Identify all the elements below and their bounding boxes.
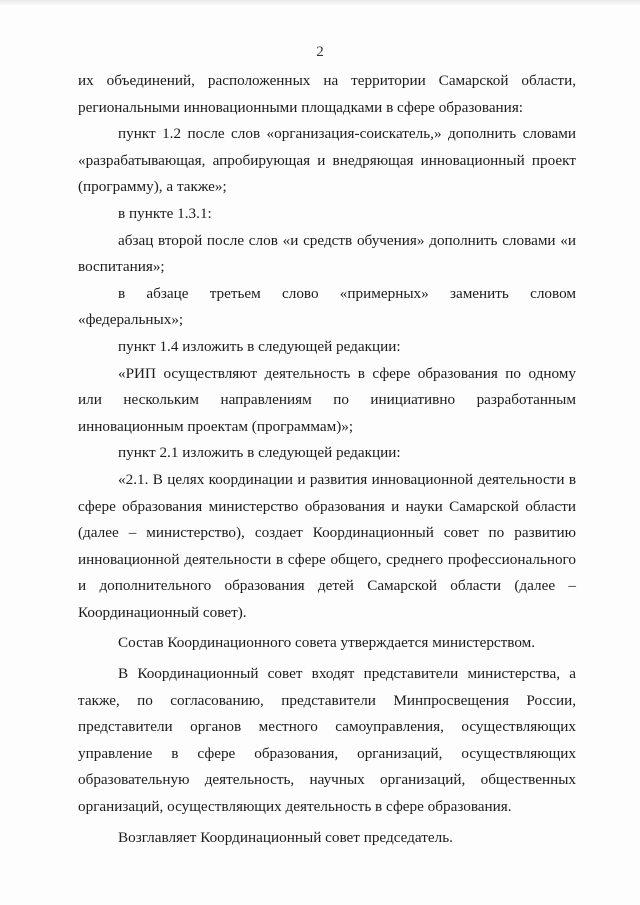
scan-edge <box>0 0 640 6</box>
document-body <box>78 68 576 851</box>
paragraph-council-composition: Состав Координационного совета утверждается министерством. <box>118 634 536 652</box>
paragraph-item-1-2: пункт 1.2 после слов «организация-соискатель,» дополнить словами «разрабатывающая, апробирующая и внедряющая инновационный проект (программу), а также»; <box>78 125 576 196</box>
paragraph-council-members: В Координационный совет входят представители министерства, а также, по согласованию, представители Минпросвещения России, представители органов местного самоуправления, осуществляющих управление в сфере образования, организаций, осуществляющих образовательную деятельность, научных организаций, общественных организаций, осуществляющих деятельность в сфере образования. <box>78 665 576 816</box>
paragraph-2-1-quote: «2.1. В целях координации и развития инновационной деятельности в сфере образования министерство образования и науки Самарской области (далее – министерство), создает Координационный совет по развитию инновационной деятельности в сфере общего, среднего профессионального и дополнительного образования детей Самарской области (далее – Координационный совет). <box>78 470 576 621</box>
paragraph-item-2-1: пункт 2.1 изложить в следующей редакции: <box>118 444 401 462</box>
paragraph-council-chair: Возглавляет Координационный совет председатель. <box>118 828 453 846</box>
paragraph-abzac-third: в абзаце третьем слово «примерных» заменить словом «федеральных»; <box>78 284 576 329</box>
paragraph-abzac-second: абзац второй после слов «и средств обучения» дополнить словами «и воспитания»; <box>78 231 576 276</box>
paragraph-rip-quote: «РИП осуществляют деятельность в сфере образования по одному или нескольким направлениям по инициативно разработанным инновационным проектам (программам)»; <box>78 364 576 435</box>
paragraph-item-1-3-1: в пункте 1.3.1: <box>118 204 212 222</box>
page-number: 2 <box>316 44 324 60</box>
paragraph-item-1-4: пункт 1.4 изложить в следующей редакции: <box>118 337 401 355</box>
paragraph-continuation: их объединений, расположенных на территории Самарской области, региональными инновационными площадками в сфере образования: <box>78 72 576 116</box>
